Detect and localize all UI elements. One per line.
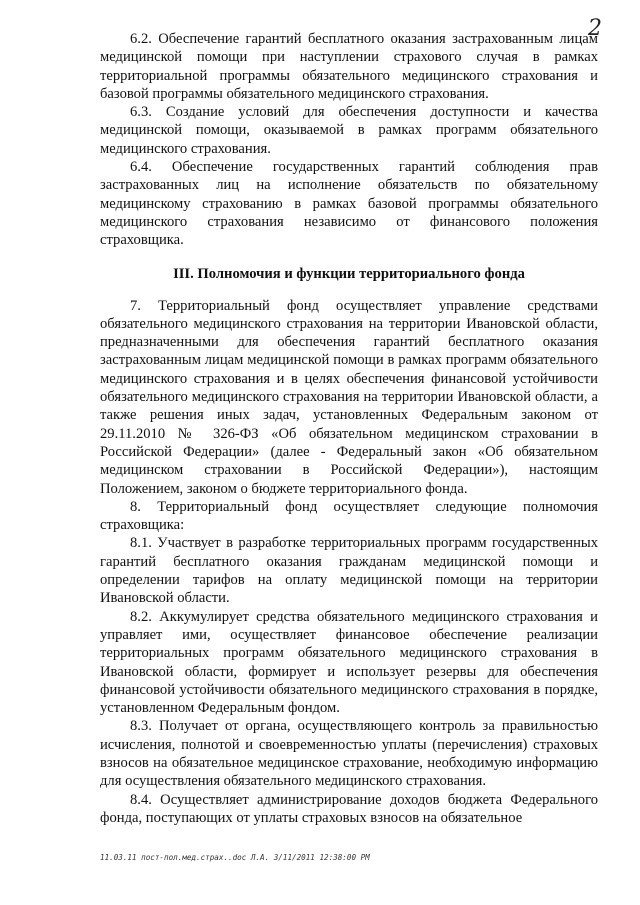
paragraph-6-2: 6.2. Обеспечение гарантий бесплатного оказания застрахованным лицам медицинской помощи при наступлении страхового случая в рамках территориальной программы обязательного медицинского страхования и базовой программы обязательного медицинского страхования. xyxy=(100,31,598,102)
document-body xyxy=(100,30,598,827)
paragraph-8-2: 8.2. Аккумулирует средства обязательного медицинского страхования и управляет ими, осуществляет финансовое обеспечение реализации территориальных программ обязательного медицинского страхования в Ивановской области, формирует и использует резервы для обеспечения финансовой устойчивости обязательного медицинского страхования в порядке, установленном Федеральным фондом. xyxy=(100,608,598,717)
paragraph-6-4: 6.4. Обеспечение государственных гарантий соблюдения прав застрахованных лиц на исполнение обязательств по обязательному медицинскому страхованию в рамках базовой программы обязательного медицинского страхования независимо от финансового положения страховщика. xyxy=(100,159,598,249)
paragraph-8-4: 8.4. Осуществляет администрирование доходов бюджета Федерального фонда, поступающих от уплаты страховых взносов на обязательное xyxy=(100,791,598,826)
paragraph-6-3: 6.3. Создание условий для обеспечения доступности и качества медицинской помощи, оказываемой в рамках программ обязательного медицинского страхования. xyxy=(100,104,598,157)
document-footer: 11.03.11 пост-пол.мед.страх..doc Л.А. 3/11/2011 12:38:00 PM xyxy=(100,853,370,862)
section-heading: III. Полномочия и функции территориального фонда xyxy=(173,265,525,282)
paragraph-7: 7. Территориальный фонд осуществляет управление средствами обязательного медицинского страхования на территории Ивановской области, предназначенными для обеспечения гарантий бесплатного оказания застрахованным лицам медицинской помощи в рамках программ обязательного медицинского страхования и в целях обеспечения финансовой устойчивости обязательного медицинского страхования на территории Ивановской области, а также решения иных задач, установленных Федеральным законом от 29.11.2010 № 326-ФЗ «Об обязательном медицинском страховании в Российской Федерации» (далее - Федеральный закон «Об обязательном медицинском страховании в Российской Федерации»), настоящим Положением, законом о бюджете территориального фонда. xyxy=(100,297,598,497)
paragraph-8-3: 8.3. Получает от органа, осуществляющего контроль за правильностью исчисления, полнотой и своевременностью уплаты (перечисления) страховых взносов на обязательное медицинское страхование, необходимую информацию для осуществления обязательного медицинского страхования. xyxy=(100,718,598,790)
paragraph-8-1: 8.1. Участвует в разработке территориальных программ государственных гарантий бесплатного оказания гражданам медицинской помощи и определении тарифов на оплату медицинской помощи на территории Ивановской области. xyxy=(100,535,598,607)
page-number: 2 xyxy=(588,16,602,41)
paragraph-8: 8. Территориальный фонд осуществляет следующие полномочия страховщика: xyxy=(100,498,598,534)
